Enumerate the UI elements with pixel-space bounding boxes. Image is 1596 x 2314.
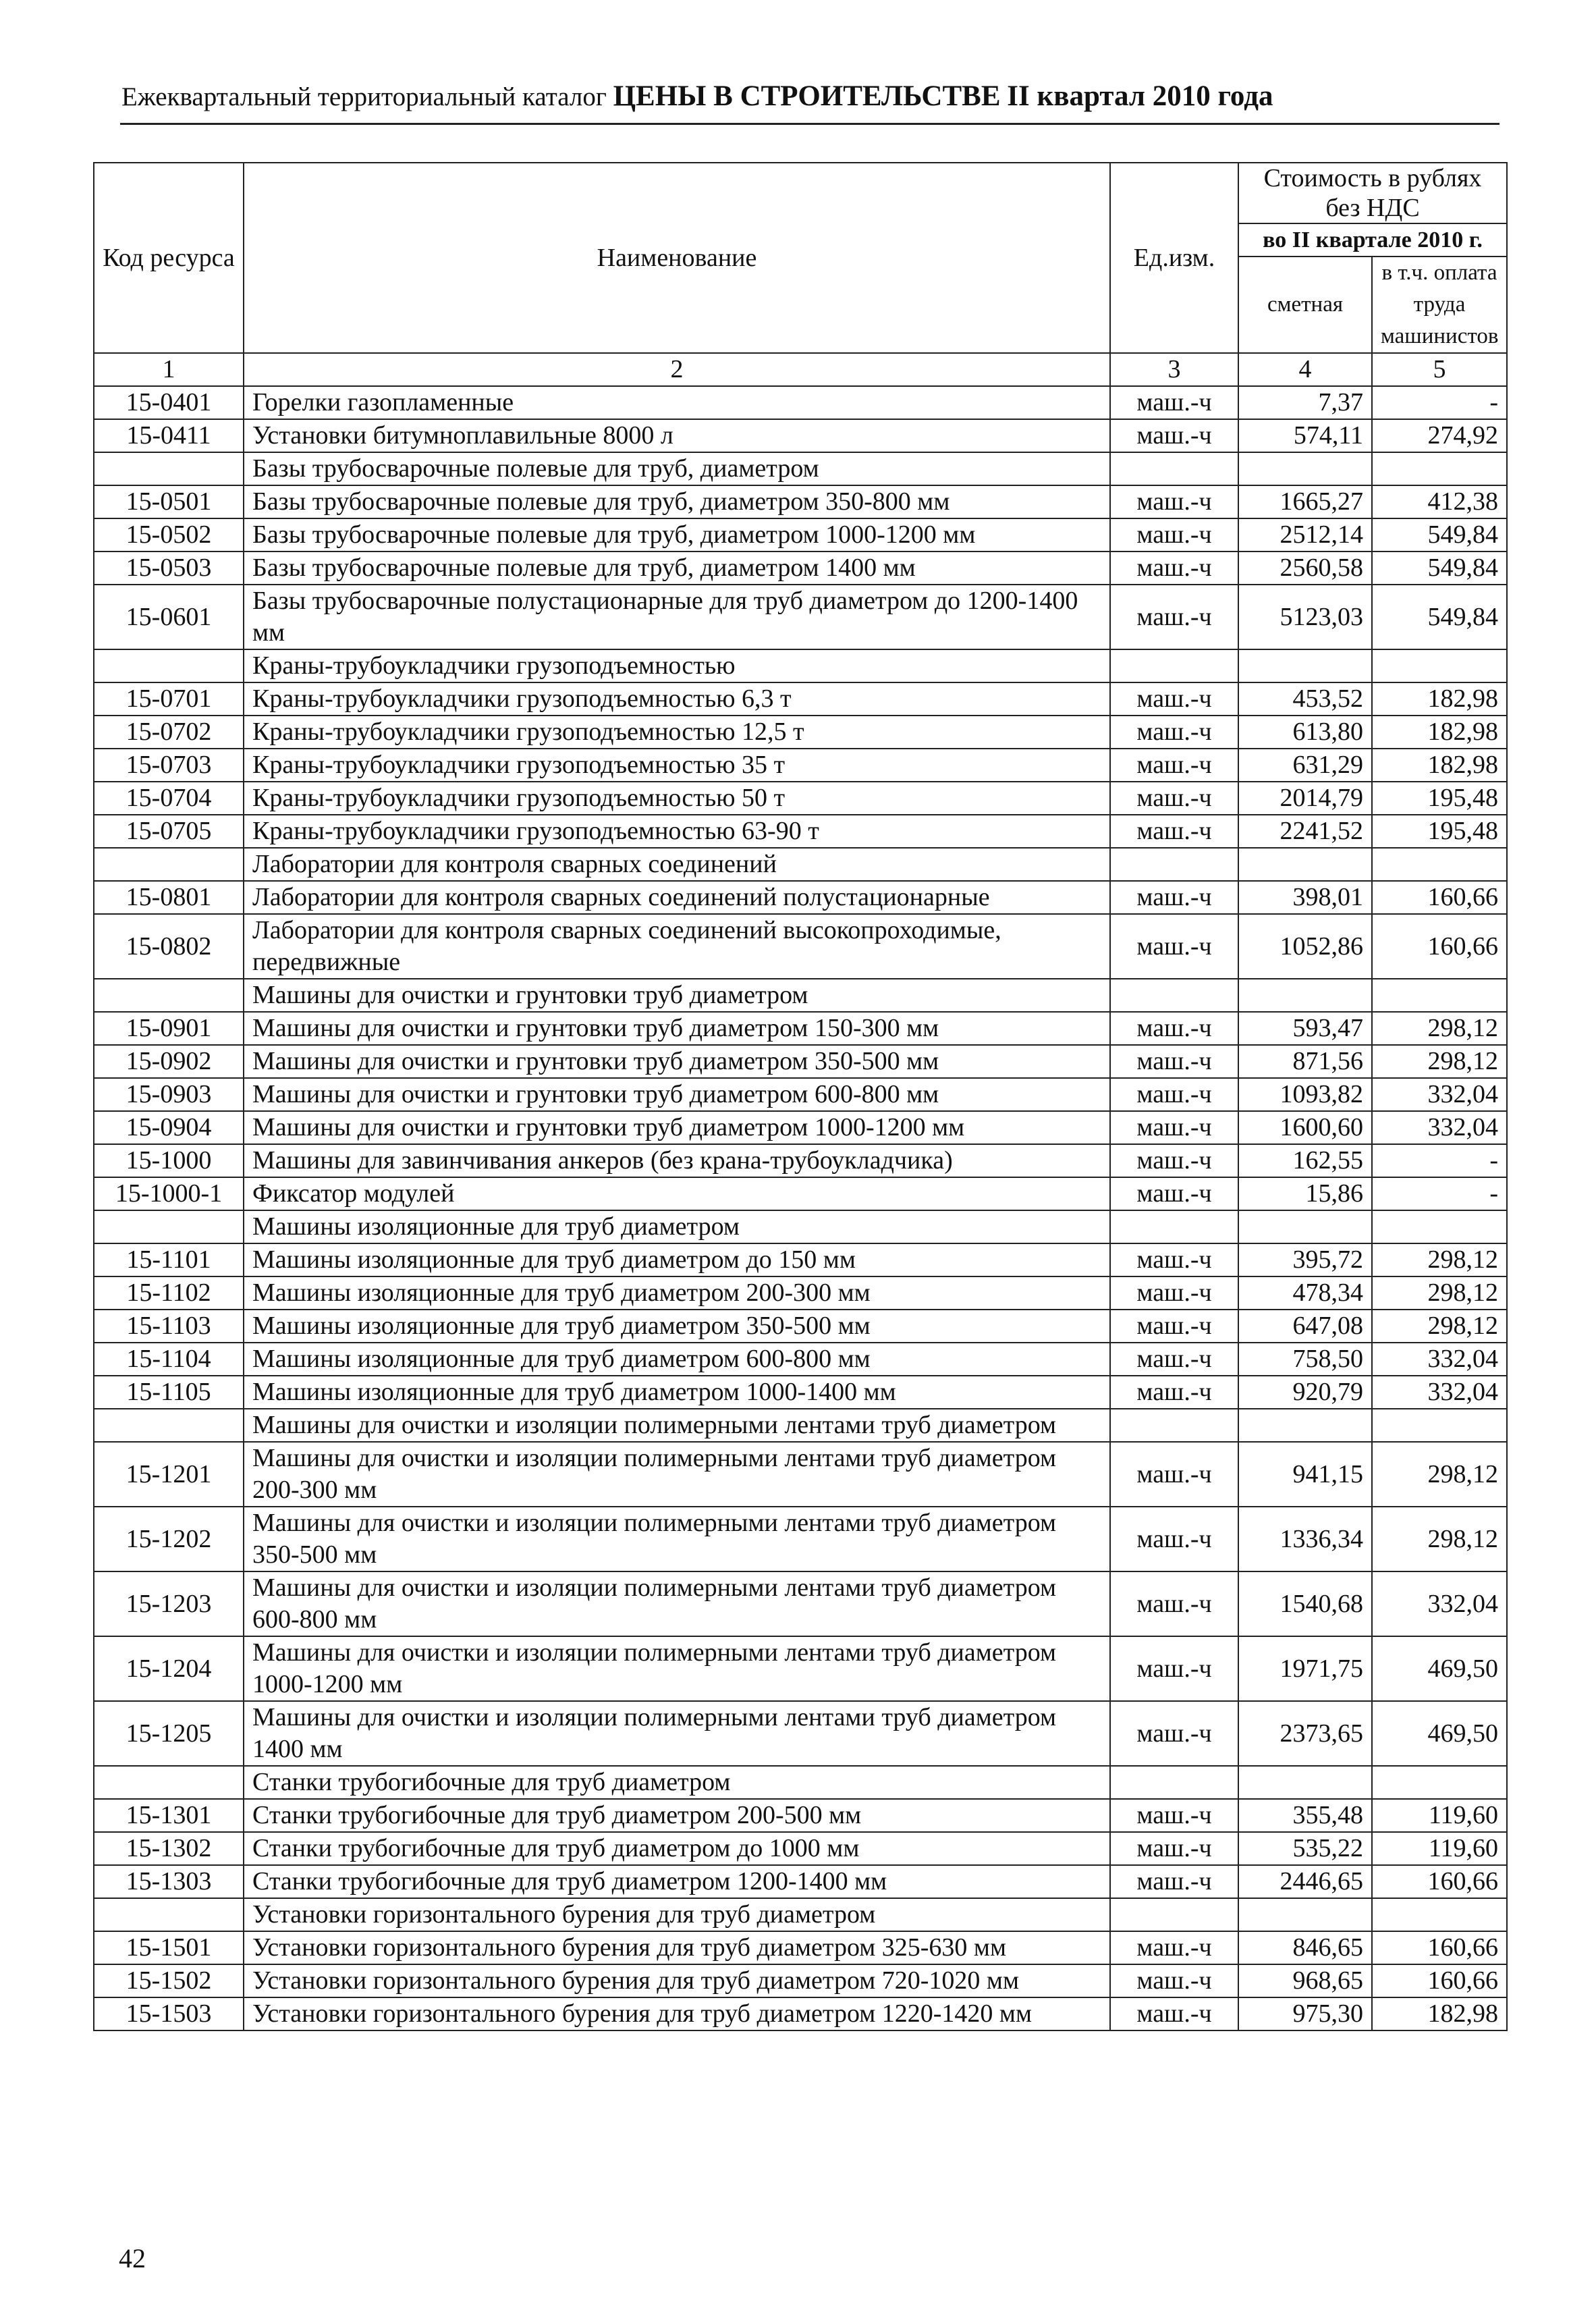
resource-code: 15-0702 bbox=[94, 716, 244, 749]
unit-cell: маш.-ч bbox=[1110, 1636, 1238, 1701]
resource-name: Установки битумноплавильные 8000 л bbox=[244, 419, 1110, 452]
unit-cell: маш.-ч bbox=[1110, 1012, 1238, 1045]
labor-cost-cell: 298,12 bbox=[1372, 1310, 1507, 1343]
category-row bbox=[94, 1409, 1507, 1442]
header-code: Код ресурса bbox=[94, 163, 244, 353]
unit-cell: маш.-ч bbox=[1110, 1078, 1238, 1111]
table-row bbox=[94, 518, 1507, 551]
table-row bbox=[94, 1144, 1507, 1177]
resource-code: 15-1201 bbox=[94, 1442, 244, 1507]
labor-cost-cell bbox=[1372, 1210, 1507, 1243]
cost-cell: 975,30 bbox=[1238, 1997, 1372, 2030]
catalog-period: II квартал 2010 года bbox=[1007, 80, 1273, 112]
column-number: 4 bbox=[1238, 353, 1372, 386]
unit-cell bbox=[1110, 1766, 1238, 1799]
cost-cell: 1971,75 bbox=[1238, 1636, 1372, 1701]
cost-cell: 5123,03 bbox=[1238, 585, 1372, 649]
labor-cost-cell: 549,84 bbox=[1372, 585, 1507, 649]
category-row bbox=[94, 649, 1507, 682]
resource-name: Машины для очистки и изоляции полимерными лентами труб диаметром 350-500 мм bbox=[244, 1507, 1110, 1571]
cost-cell bbox=[1238, 979, 1372, 1012]
table-row bbox=[94, 749, 1507, 782]
resource-name: Лаборатории для контроля сварных соединений bbox=[244, 848, 1110, 881]
resource-name: Машины для очистки и грунтовки труб диаметром 600-800 мм bbox=[244, 1078, 1110, 1111]
resource-name: Машины для очистки и изоляции полимерными лентами труб диаметром 1400 мм bbox=[244, 1701, 1110, 1766]
labor-cost-cell bbox=[1372, 1409, 1507, 1442]
unit-cell: маш.-ч bbox=[1110, 716, 1238, 749]
resource-name: Машины изоляционные для труб диаметром 350-500 мм bbox=[244, 1310, 1110, 1343]
header-labor: в т.ч. оплата труда машинистов bbox=[1372, 257, 1507, 353]
table-row bbox=[94, 419, 1507, 452]
table-row bbox=[94, 1276, 1507, 1310]
resource-name: Машины для очистки и грунтовки труб диаметром bbox=[244, 979, 1110, 1012]
category-row bbox=[94, 848, 1507, 881]
resource-name: Краны-трубоукладчики грузоподъемностью bbox=[244, 649, 1110, 682]
cost-cell: 1093,82 bbox=[1238, 1078, 1372, 1111]
unit-cell bbox=[1110, 848, 1238, 881]
labor-cost-cell: 469,50 bbox=[1372, 1701, 1507, 1766]
unit-cell: маш.-ч bbox=[1110, 1799, 1238, 1832]
resource-name: Краны-трубоукладчики грузоподъемностью 6,3 т bbox=[244, 682, 1110, 716]
table-row bbox=[94, 585, 1507, 649]
resource-code: 15-0701 bbox=[94, 682, 244, 716]
labor-cost-cell: 298,12 bbox=[1372, 1507, 1507, 1571]
resource-name: Установки горизонтального бурения для труб диаметром 325-630 мм bbox=[244, 1931, 1110, 1964]
resource-code: 15-1303 bbox=[94, 1865, 244, 1898]
labor-cost-cell: - bbox=[1372, 386, 1507, 419]
category-row bbox=[94, 1210, 1507, 1243]
labor-cost-cell: 182,98 bbox=[1372, 682, 1507, 716]
unit-cell: маш.-ч bbox=[1110, 782, 1238, 815]
resource-name: Станки трубогибочные для труб диаметром до 1000 мм bbox=[244, 1832, 1110, 1865]
table-row bbox=[94, 782, 1507, 815]
resource-code bbox=[94, 1210, 244, 1243]
table-row bbox=[94, 716, 1507, 749]
resource-name: Станки трубогибочные для труб диаметром 1200-1400 мм bbox=[244, 1865, 1110, 1898]
table-row bbox=[94, 1964, 1507, 1997]
table-row bbox=[94, 1507, 1507, 1571]
resource-name: Станки трубогибочные для труб диаметром bbox=[244, 1766, 1110, 1799]
cost-cell: 846,65 bbox=[1238, 1931, 1372, 1964]
unit-cell: маш.-ч bbox=[1110, 1507, 1238, 1571]
table-row bbox=[94, 914, 1507, 979]
table-row bbox=[94, 1997, 1507, 2030]
resource-code: 15-0401 bbox=[94, 386, 244, 419]
labor-cost-cell: - bbox=[1372, 1177, 1507, 1210]
labor-cost-cell: 332,04 bbox=[1372, 1111, 1507, 1144]
resource-code: 15-1104 bbox=[94, 1343, 244, 1376]
cost-cell: 1600,60 bbox=[1238, 1111, 1372, 1144]
resource-name: Лаборатории для контроля сварных соединений полустационарные bbox=[244, 881, 1110, 914]
resource-code: 15-0501 bbox=[94, 485, 244, 518]
table-row bbox=[94, 1177, 1507, 1210]
cost-cell: 355,48 bbox=[1238, 1799, 1372, 1832]
category-row bbox=[94, 979, 1507, 1012]
unit-cell: маш.-ч bbox=[1110, 1997, 1238, 2030]
cost-cell: 453,52 bbox=[1238, 682, 1372, 716]
resource-code: 15-0902 bbox=[94, 1045, 244, 1078]
resource-code: 15-0802 bbox=[94, 914, 244, 979]
cost-cell: 1052,86 bbox=[1238, 914, 1372, 979]
unit-cell: маш.-ч bbox=[1110, 749, 1238, 782]
cost-cell: 535,22 bbox=[1238, 1832, 1372, 1865]
resource-name: Базы трубосварочные полевые для труб, диаметром 1400 мм bbox=[244, 551, 1110, 585]
resource-name: Машины для очистки и грунтовки труб диаметром 1000-1200 мм bbox=[244, 1111, 1110, 1144]
cost-cell bbox=[1238, 1898, 1372, 1931]
table-row bbox=[94, 1799, 1507, 1832]
unit-cell: маш.-ч bbox=[1110, 1571, 1238, 1636]
table-row bbox=[94, 1931, 1507, 1964]
cost-cell: 758,50 bbox=[1238, 1343, 1372, 1376]
cost-cell: 2373,65 bbox=[1238, 1701, 1372, 1766]
labor-cost-cell bbox=[1372, 1766, 1507, 1799]
resource-code: 15-1502 bbox=[94, 1964, 244, 1997]
column-number: 5 bbox=[1372, 353, 1507, 386]
unit-cell bbox=[1110, 452, 1238, 485]
column-number-row bbox=[94, 353, 1507, 386]
category-row bbox=[94, 1898, 1507, 1931]
resource-code: 15-1105 bbox=[94, 1376, 244, 1409]
unit-cell: маш.-ч bbox=[1110, 1865, 1238, 1898]
price-table bbox=[93, 162, 1508, 2031]
resource-name: Машины изоляционные для труб диаметром bbox=[244, 1210, 1110, 1243]
labor-cost-cell: 298,12 bbox=[1372, 1276, 1507, 1310]
labor-cost-cell: 332,04 bbox=[1372, 1343, 1507, 1376]
unit-cell bbox=[1110, 649, 1238, 682]
resource-name: Машины для очистки и изоляции полимерными лентами труб диаметром 600-800 мм bbox=[244, 1571, 1110, 1636]
table-row bbox=[94, 386, 1507, 419]
cost-cell: 15,86 bbox=[1238, 1177, 1372, 1210]
labor-cost-cell: 119,60 bbox=[1372, 1832, 1507, 1865]
table-row bbox=[94, 1636, 1507, 1701]
table-row bbox=[94, 1111, 1507, 1144]
resource-name: Установки горизонтального бурения для труб диаметром 1220-1420 мм bbox=[244, 1997, 1110, 2030]
unit-cell: маш.-ч bbox=[1110, 1144, 1238, 1177]
table-row bbox=[94, 1045, 1507, 1078]
resource-code: 15-0503 bbox=[94, 551, 244, 585]
labor-cost-cell bbox=[1372, 848, 1507, 881]
column-number: 1 bbox=[94, 353, 244, 386]
unit-cell: маш.-ч bbox=[1110, 1276, 1238, 1310]
cost-cell: 395,72 bbox=[1238, 1243, 1372, 1276]
resource-code: 15-1000 bbox=[94, 1144, 244, 1177]
unit-cell: маш.-ч bbox=[1110, 551, 1238, 585]
category-row bbox=[94, 1766, 1507, 1799]
cost-cell: 1336,34 bbox=[1238, 1507, 1372, 1571]
header-unit: Ед.изм. bbox=[1110, 163, 1238, 353]
cost-cell: 920,79 bbox=[1238, 1376, 1372, 1409]
unit-cell: маш.-ч bbox=[1110, 1343, 1238, 1376]
resource-code: 15-0801 bbox=[94, 881, 244, 914]
unit-cell bbox=[1110, 1409, 1238, 1442]
labor-cost-cell: - bbox=[1372, 1144, 1507, 1177]
catalog-prefix: Ежеквартальный территориальный каталог bbox=[121, 82, 607, 111]
table-row bbox=[94, 551, 1507, 585]
resource-code: 15-0704 bbox=[94, 782, 244, 815]
resource-name: Машины изоляционные для труб диаметром 600-800 мм bbox=[244, 1343, 1110, 1376]
cost-cell: 2241,52 bbox=[1238, 815, 1372, 848]
resource-code bbox=[94, 848, 244, 881]
resource-name: Горелки газопламенные bbox=[244, 386, 1110, 419]
cost-cell: 593,47 bbox=[1238, 1012, 1372, 1045]
labor-cost-cell: 182,98 bbox=[1372, 1997, 1507, 2030]
resource-code: 15-1203 bbox=[94, 1571, 244, 1636]
header-name: Наименование bbox=[244, 163, 1110, 353]
page-number: 42 bbox=[119, 2243, 146, 2273]
cost-cell bbox=[1238, 452, 1372, 485]
cost-cell: 478,34 bbox=[1238, 1276, 1372, 1310]
cost-cell: 398,01 bbox=[1238, 881, 1372, 914]
cost-cell: 2512,14 bbox=[1238, 518, 1372, 551]
resource-code: 15-1205 bbox=[94, 1701, 244, 1766]
resource-name: Машины для очистки и изоляции полимерными лентами труб диаметром 200-300 мм bbox=[244, 1442, 1110, 1507]
cost-cell bbox=[1238, 1409, 1372, 1442]
resource-code bbox=[94, 1409, 244, 1442]
table-row bbox=[94, 1571, 1507, 1636]
labor-cost-cell: 182,98 bbox=[1372, 716, 1507, 749]
table-body bbox=[94, 386, 1507, 2030]
resource-code bbox=[94, 649, 244, 682]
unit-cell: маш.-ч bbox=[1110, 1045, 1238, 1078]
resource-code: 15-1501 bbox=[94, 1931, 244, 1964]
cost-cell bbox=[1238, 1766, 1372, 1799]
labor-cost-cell: 195,48 bbox=[1372, 782, 1507, 815]
table-row bbox=[94, 1442, 1507, 1507]
resource-name: Установки горизонтального бурения для труб диаметром 720-1020 мм bbox=[244, 1964, 1110, 1997]
labor-cost-cell: 160,66 bbox=[1372, 1964, 1507, 1997]
labor-cost-cell: 549,84 bbox=[1372, 518, 1507, 551]
resource-name: Машины для очистки и изоляции полимерными лентами труб диаметром 1000-1200 мм bbox=[244, 1636, 1110, 1701]
resource-name: Машины для очистки и изоляции полимерными лентами труб диаметром bbox=[244, 1409, 1110, 1442]
unit-cell: маш.-ч bbox=[1110, 1243, 1238, 1276]
unit-cell: маш.-ч bbox=[1110, 1376, 1238, 1409]
resource-name: Машины для завинчивания анкеров (без крана-трубоукладчика) bbox=[244, 1144, 1110, 1177]
labor-cost-cell: 412,38 bbox=[1372, 485, 1507, 518]
resource-name: Машины изоляционные для труб диаметром 1000-1400 мм bbox=[244, 1376, 1110, 1409]
page-header bbox=[121, 80, 1498, 113]
cost-cell: 968,65 bbox=[1238, 1964, 1372, 1997]
labor-cost-cell: 160,66 bbox=[1372, 1931, 1507, 1964]
unit-cell: маш.-ч bbox=[1110, 518, 1238, 551]
labor-cost-cell: 298,12 bbox=[1372, 1442, 1507, 1507]
labor-cost-cell: 160,66 bbox=[1372, 914, 1507, 979]
unit-cell: маш.-ч bbox=[1110, 1111, 1238, 1144]
unit-cell: маш.-ч bbox=[1110, 585, 1238, 649]
table-row bbox=[94, 1012, 1507, 1045]
resource-name: Машины для очистки и грунтовки труб диаметром 150-300 мм bbox=[244, 1012, 1110, 1045]
cost-cell: 7,37 bbox=[1238, 386, 1372, 419]
labor-cost-cell bbox=[1372, 649, 1507, 682]
resource-name: Фиксатор модулей bbox=[244, 1177, 1110, 1210]
resource-code: 15-0901 bbox=[94, 1012, 244, 1045]
cost-cell: 647,08 bbox=[1238, 1310, 1372, 1343]
unit-cell: маш.-ч bbox=[1110, 914, 1238, 979]
labor-cost-cell: 549,84 bbox=[1372, 551, 1507, 585]
column-number: 2 bbox=[244, 353, 1110, 386]
labor-cost-cell bbox=[1372, 979, 1507, 1012]
cost-cell: 941,15 bbox=[1238, 1442, 1372, 1507]
table-row bbox=[94, 1243, 1507, 1276]
resource-code: 15-1503 bbox=[94, 1997, 244, 2030]
resource-code: 15-1101 bbox=[94, 1243, 244, 1276]
labor-cost-cell: 195,48 bbox=[1372, 815, 1507, 848]
table-row bbox=[94, 1376, 1507, 1409]
labor-cost-cell: 298,12 bbox=[1372, 1243, 1507, 1276]
labor-cost-cell bbox=[1372, 1898, 1507, 1931]
labor-cost-cell: 332,04 bbox=[1372, 1376, 1507, 1409]
resource-code: 15-1301 bbox=[94, 1799, 244, 1832]
cost-cell: 1540,68 bbox=[1238, 1571, 1372, 1636]
resource-code: 15-0502 bbox=[94, 518, 244, 551]
cost-cell bbox=[1238, 848, 1372, 881]
resource-name: Базы трубосварочные полевые для труб, диаметром 1000-1200 мм bbox=[244, 518, 1110, 551]
resource-code: 15-1000-1 bbox=[94, 1177, 244, 1210]
unit-cell: маш.-ч bbox=[1110, 1931, 1238, 1964]
resource-name: Станки трубогибочные для труб диаметром 200-500 мм bbox=[244, 1799, 1110, 1832]
resource-code: 15-1302 bbox=[94, 1832, 244, 1865]
header-cost-group: Стоимость в рублях без НДС bbox=[1238, 163, 1507, 223]
labor-cost-cell: 298,12 bbox=[1372, 1012, 1507, 1045]
resource-code: 15-0705 bbox=[94, 815, 244, 848]
resource-code: 15-0411 bbox=[94, 419, 244, 452]
resource-code bbox=[94, 1766, 244, 1799]
resource-name: Установки горизонтального бурения для труб диаметром bbox=[244, 1898, 1110, 1931]
unit-cell: маш.-ч bbox=[1110, 1832, 1238, 1865]
resource-name: Машины изоляционные для труб диаметром до 150 мм bbox=[244, 1243, 1110, 1276]
header-estimate: сметная bbox=[1238, 257, 1372, 353]
unit-cell: маш.-ч bbox=[1110, 815, 1238, 848]
unit-cell: маш.-ч bbox=[1110, 485, 1238, 518]
cost-cell: 1665,27 bbox=[1238, 485, 1372, 518]
table-row bbox=[94, 682, 1507, 716]
cost-cell bbox=[1238, 649, 1372, 682]
table-row bbox=[94, 815, 1507, 848]
resource-name: Лаборатории для контроля сварных соединений высокопроходимые, передвижные bbox=[244, 914, 1110, 979]
labor-cost-cell: 119,60 bbox=[1372, 1799, 1507, 1832]
table-row bbox=[94, 1865, 1507, 1898]
unit-cell bbox=[1110, 979, 1238, 1012]
table-row bbox=[94, 485, 1507, 518]
labor-cost-cell: 182,98 bbox=[1372, 749, 1507, 782]
cost-cell: 631,29 bbox=[1238, 749, 1372, 782]
labor-cost-cell: 298,12 bbox=[1372, 1045, 1507, 1078]
unit-cell: маш.-ч bbox=[1110, 1442, 1238, 1507]
unit-cell: маш.-ч bbox=[1110, 881, 1238, 914]
resource-code: 15-0703 bbox=[94, 749, 244, 782]
cost-cell bbox=[1238, 1210, 1372, 1243]
resource-name: Базы трубосварочные полустационарные для труб диаметром до 1200-1400 мм bbox=[244, 585, 1110, 649]
labor-cost-cell: 274,92 bbox=[1372, 419, 1507, 452]
resource-code: 15-0903 bbox=[94, 1078, 244, 1111]
resource-code bbox=[94, 979, 244, 1012]
labor-cost-cell: 332,04 bbox=[1372, 1078, 1507, 1111]
table-row bbox=[94, 1310, 1507, 1343]
unit-cell: маш.-ч bbox=[1110, 419, 1238, 452]
resource-code bbox=[94, 452, 244, 485]
unit-cell: маш.-ч bbox=[1110, 1177, 1238, 1210]
unit-cell: маш.-ч bbox=[1110, 1964, 1238, 1997]
header-rule bbox=[120, 123, 1499, 125]
catalog-title: ЦЕНЫ В СТРОИТЕЛЬСТВЕ bbox=[613, 80, 1001, 112]
unit-cell: маш.-ч bbox=[1110, 1310, 1238, 1343]
cost-cell: 871,56 bbox=[1238, 1045, 1372, 1078]
resource-name: Базы трубосварочные полевые для труб, диаметром bbox=[244, 452, 1110, 485]
resource-name: Машины изоляционные для труб диаметром 200-300 мм bbox=[244, 1276, 1110, 1310]
cost-cell: 2560,58 bbox=[1238, 551, 1372, 585]
resource-name: Машины для очистки и грунтовки труб диаметром 350-500 мм bbox=[244, 1045, 1110, 1078]
unit-cell bbox=[1110, 1898, 1238, 1931]
labor-cost-cell bbox=[1372, 452, 1507, 485]
unit-cell: маш.-ч bbox=[1110, 682, 1238, 716]
resource-code: 15-0904 bbox=[94, 1111, 244, 1144]
resource-name: Краны-трубоукладчики грузоподъемностью 12,5 т bbox=[244, 716, 1110, 749]
resource-name: Краны-трубоукладчики грузоподъемностью 63-90 т bbox=[244, 815, 1110, 848]
resource-code: 15-1204 bbox=[94, 1636, 244, 1701]
resource-name: Базы трубосварочные полевые для труб, диаметром 350-800 мм bbox=[244, 485, 1110, 518]
table-row bbox=[94, 881, 1507, 914]
unit-cell: маш.-ч bbox=[1110, 386, 1238, 419]
cost-cell: 162,55 bbox=[1238, 1144, 1372, 1177]
header-cost-period: во II квартале 2010 г. bbox=[1238, 223, 1507, 257]
cost-cell: 2014,79 bbox=[1238, 782, 1372, 815]
unit-cell bbox=[1110, 1210, 1238, 1243]
resource-code: 15-1103 bbox=[94, 1310, 244, 1343]
table-row bbox=[94, 1832, 1507, 1865]
resource-name: Краны-трубоукладчики грузоподъемностью 50 т bbox=[244, 782, 1110, 815]
resource-code: 15-0601 bbox=[94, 585, 244, 649]
labor-cost-cell: 160,66 bbox=[1372, 1865, 1507, 1898]
resource-code: 15-1102 bbox=[94, 1276, 244, 1310]
table-row bbox=[94, 1343, 1507, 1376]
table-row bbox=[94, 1701, 1507, 1766]
labor-cost-cell: 160,66 bbox=[1372, 881, 1507, 914]
resource-code bbox=[94, 1898, 244, 1931]
cost-cell: 613,80 bbox=[1238, 716, 1372, 749]
cost-cell: 574,11 bbox=[1238, 419, 1372, 452]
table-row bbox=[94, 1078, 1507, 1111]
column-number: 3 bbox=[1110, 353, 1238, 386]
labor-cost-cell: 469,50 bbox=[1372, 1636, 1507, 1701]
cost-cell: 2446,65 bbox=[1238, 1865, 1372, 1898]
category-row bbox=[94, 452, 1507, 485]
unit-cell: маш.-ч bbox=[1110, 1701, 1238, 1766]
resource-code: 15-1202 bbox=[94, 1507, 244, 1571]
labor-cost-cell: 332,04 bbox=[1372, 1571, 1507, 1636]
resource-name: Краны-трубоукладчики грузоподъемностью 35 т bbox=[244, 749, 1110, 782]
